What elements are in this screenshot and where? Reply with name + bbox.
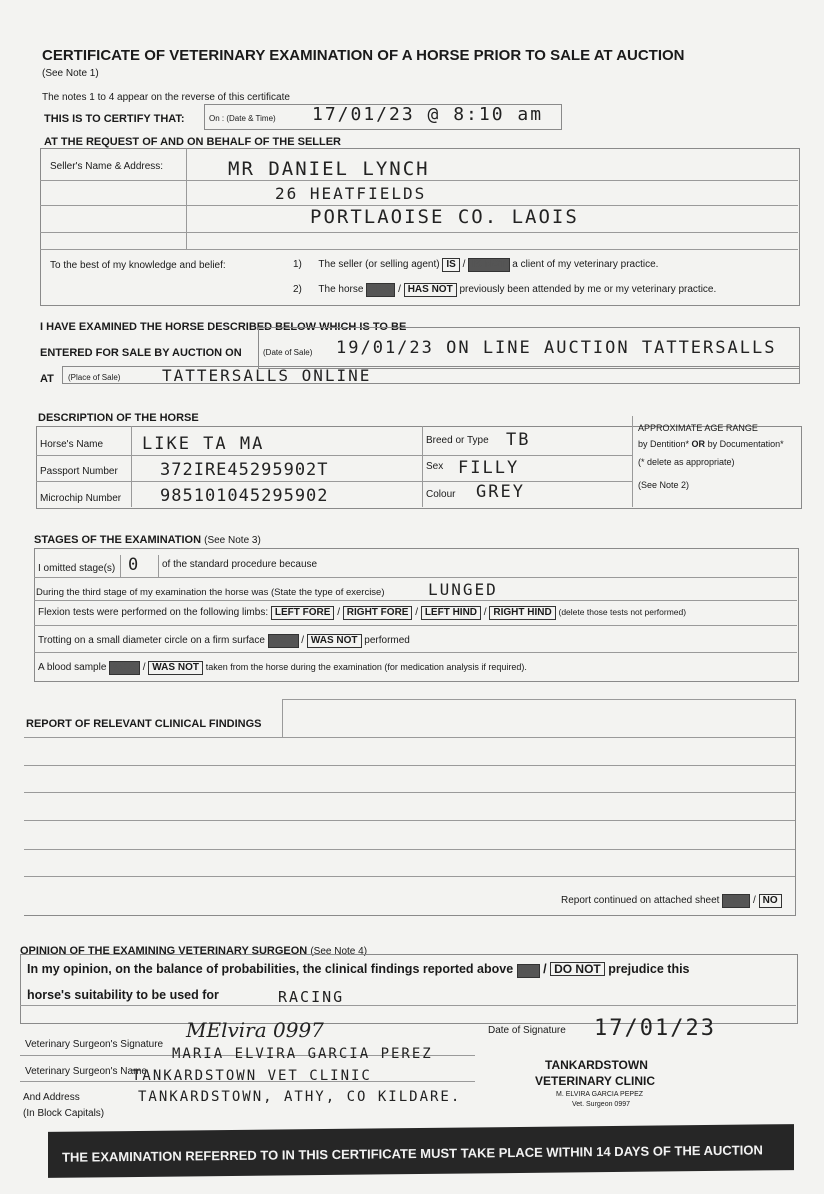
seller-heading: AT THE REQUEST OF AND ON BEHALF OF THE SELLER xyxy=(44,136,341,148)
sex-label: Sex xyxy=(426,461,444,472)
at-label: AT xyxy=(40,373,54,385)
entered-label: ENTERED FOR SALE BY AUCTION ON xyxy=(40,347,242,359)
third-stage-label: During the third stage of my examination the horse was (State the type of exercise) xyxy=(36,587,385,598)
blood-was-option[interactable]: WAS xyxy=(109,661,140,675)
date-signature-label: Date of Signature xyxy=(488,1025,566,1036)
seller-is-option[interactable]: IS xyxy=(442,258,459,272)
certificate-title: CERTIFICATE OF VETERINARY EXAMINATION OF A HORSE PRIOR TO SALE AT AUCTION xyxy=(42,47,685,64)
blood-row: A blood sample WAS / WAS NOT taken from the horse during the examination (for medication analysis if required). xyxy=(38,662,527,673)
sale-place-value: TATTERSALLS ONLINE xyxy=(162,366,372,385)
opinion-line-2: horse's suitability to be used for xyxy=(27,988,219,1002)
stamp-line-4: Vet. Surgeon 0997 xyxy=(572,1101,630,1108)
stamp-line-3: M. ELVIRA GARCIA PEPEZ xyxy=(556,1091,644,1098)
colour-label: Colour xyxy=(426,489,456,500)
seller-address-line-1: MR DANIEL LYNCH xyxy=(228,158,430,180)
trot-was-not-option[interactable]: WAS NOT xyxy=(307,634,362,648)
surgeon-name-label: Veterinary Surgeon's Name xyxy=(25,1066,147,1077)
address-label: And Address xyxy=(23,1092,80,1103)
trot-was-option[interactable]: WAS xyxy=(268,634,299,648)
limb-left-hind[interactable]: LEFT HIND xyxy=(421,606,481,620)
date-signature-value: 17/01/23 xyxy=(594,1016,716,1041)
report-continued: Report continued on attached sheet YES / NO xyxy=(561,894,782,908)
opinion-do-not-option[interactable]: DO NOT xyxy=(550,962,605,976)
seller-address-line-2: 26 HEATFIELDS xyxy=(275,184,427,203)
horse-name-label: Horse's Name xyxy=(40,439,104,450)
belief-label: To the best of my knowledge and belief: xyxy=(50,260,226,271)
surgeon-address-line-1: TANKARDSTOWN VET CLINIC xyxy=(132,1068,372,1084)
seller-is-not-option[interactable]: IS NOT xyxy=(468,258,509,272)
report-yes-option[interactable]: YES xyxy=(722,894,750,908)
surgeon-address-line-2: TANKARDSTOWN, ATHY, CO KILDARE. xyxy=(138,1089,462,1105)
sale-date-label: (Date of Sale) xyxy=(263,348,313,357)
colour-value: GREY xyxy=(476,482,525,502)
report-no-option[interactable]: NO xyxy=(759,894,782,908)
opinion-line-1: In my opinion, on the balance of probabilities, the clinical findings reported above DO / DO NOT prejudice this xyxy=(27,962,690,976)
passport-value: 372IRE45295902T xyxy=(160,460,329,480)
certify-value: 17/01/23 @ 8:10 am xyxy=(312,104,544,125)
omitted-label: I omitted stage(s) xyxy=(38,563,116,574)
breed-label: Breed or Type xyxy=(426,435,489,446)
opinion-use-value: RACING xyxy=(278,988,345,1006)
seller-name-label: Seller's Name & Address: xyxy=(50,161,164,172)
flexion-row: Flexion tests were performed on the following limbs: LEFT FORE / RIGHT FORE / LEFT HIND / RIGHT HIND (delete those tests not performed) xyxy=(38,607,687,618)
address-label-2: (In Block Capitals) xyxy=(23,1108,105,1119)
horse-has-not-option[interactable]: HAS NOT xyxy=(404,283,457,297)
examined-heading: I HAVE EXAMINED THE HORSE DESCRIBED BELOW WHICH IS TO BE xyxy=(40,321,407,333)
horse-has-option[interactable]: HAS xyxy=(366,283,395,297)
omitted-value: 0 xyxy=(128,555,141,575)
horse-name-value: LIKE TA MA xyxy=(142,434,265,454)
description-heading: DESCRIPTION OF THE HORSE xyxy=(38,412,199,424)
blood-was-not-option[interactable]: WAS NOT xyxy=(148,661,203,675)
report-heading: REPORT OF RELEVANT CLINICAL FINDINGS xyxy=(26,718,262,730)
trot-row: Trotting on a small diameter circle on a firm surface WAS / WAS NOT performed xyxy=(38,635,410,646)
stages-heading: STAGES OF THE EXAMINATION (See Note 3) xyxy=(34,534,261,546)
signature-value[interactable]: MElvira 0997 xyxy=(186,1018,324,1042)
seller-address-line-3: PORTLAOISE CO. LAOIS xyxy=(310,206,579,228)
seller-item-2: 2) The horse HAS / HAS NOT previously been attended by me or my veterinary practice. xyxy=(293,284,717,295)
microchip-label: Microchip Number xyxy=(40,493,122,504)
age-delete-note: (* delete as appropriate) xyxy=(638,457,735,467)
opinion-do-option[interactable]: DO xyxy=(517,964,540,978)
sale-place-label: (Place of Sale) xyxy=(68,373,121,382)
limb-right-hind[interactable]: RIGHT HIND xyxy=(489,606,555,620)
seller-item-1: 1) The seller (or selling agent) IS / IS NOT a client of my veterinary practice. xyxy=(293,259,659,270)
sex-value: FILLY xyxy=(458,458,520,478)
omitted-post: of the standard procedure because xyxy=(162,559,318,570)
stamp-line-2: VETERINARY CLINIC xyxy=(535,1074,656,1088)
opinion-heading: OPINION OF THE EXAMINING VETERINARY SURGEON (See Note 4) xyxy=(20,945,368,957)
certify-on-label: On : (Date & Time) xyxy=(209,114,276,123)
limb-left-fore[interactable]: LEFT FORE xyxy=(271,606,335,620)
footer-text: THE EXAMINATION REFERRED TO IN THIS CERTIFICATE MUST TAKE PLACE WITHIN 14 DAYS OF THE AUCTION xyxy=(61,1142,763,1165)
passport-label: Passport Number xyxy=(40,466,118,477)
age-method: by Dentition* OR by Documentation* xyxy=(638,439,784,449)
report-box[interactable] xyxy=(24,699,796,916)
certify-label: THIS IS TO CERTIFY THAT: xyxy=(44,113,185,125)
sale-date-value: 19/01/23 ON LINE AUCTION TATTERSALLS xyxy=(336,338,777,358)
limb-right-fore[interactable]: RIGHT FORE xyxy=(343,606,413,620)
microchip-value: 985101045295902 xyxy=(160,486,329,506)
signature-label: Veterinary Surgeon's Signature xyxy=(25,1039,164,1050)
breed-value: TB xyxy=(506,430,531,450)
age-see-note: (See Note 2) xyxy=(638,480,690,490)
third-stage-value: LUNGED xyxy=(428,580,498,599)
age-heading: APPROXIMATE AGE RANGE xyxy=(638,423,758,433)
notes-line: The notes 1 to 4 appear on the reverse of this certificate xyxy=(42,92,290,103)
surgeon-name-value: MARIA ELVIRA GARCIA PEREZ xyxy=(172,1046,433,1062)
stamp-line-1: TANKARDSTOWN xyxy=(545,1058,648,1072)
see-note-1: (See Note 1) xyxy=(42,68,99,79)
